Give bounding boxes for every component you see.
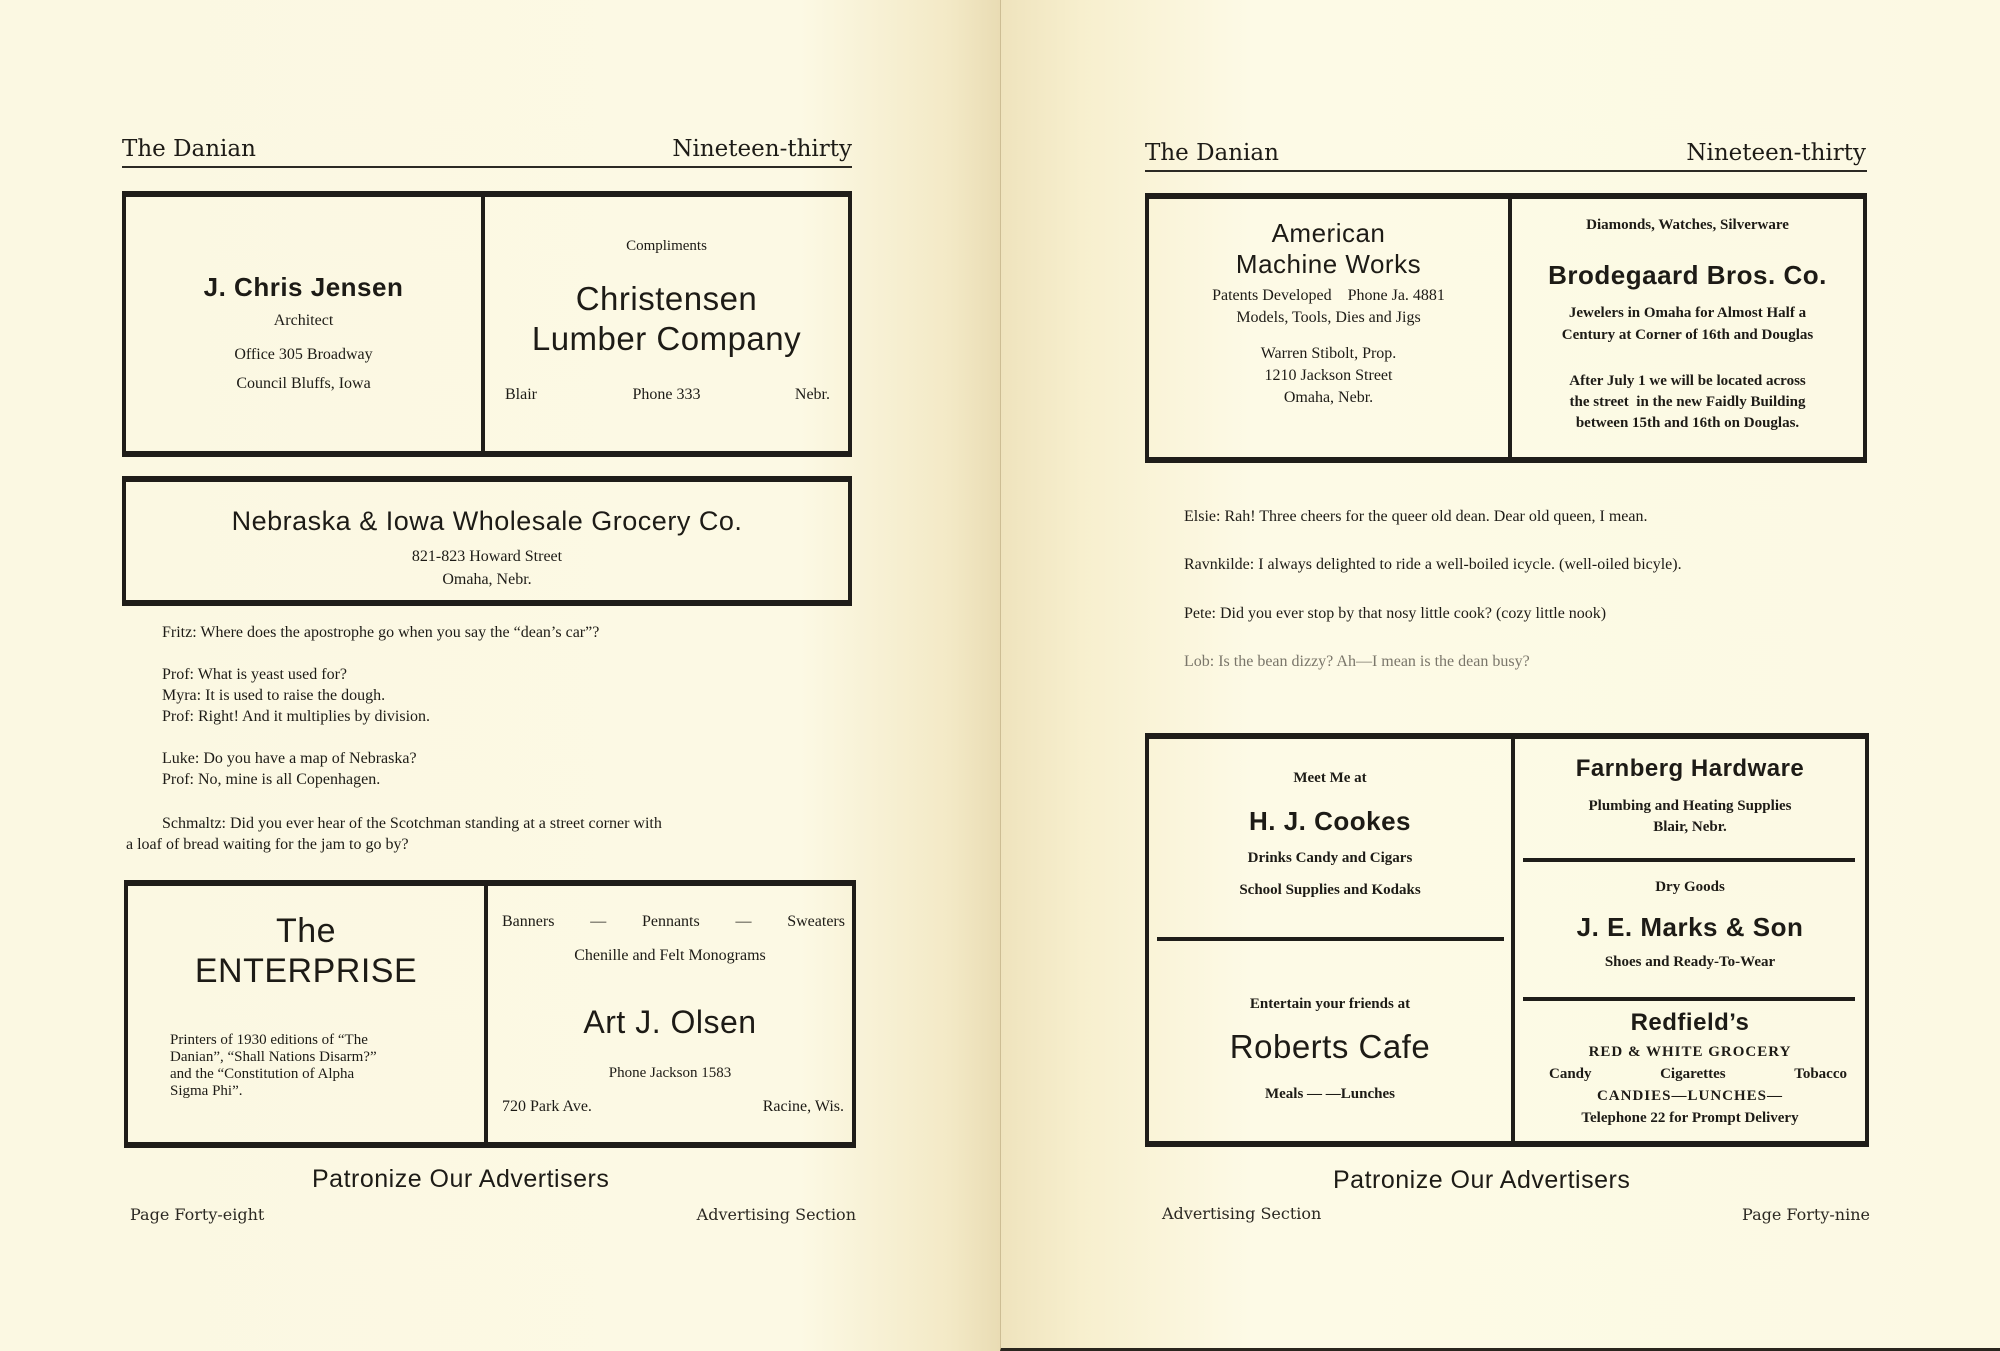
ad-name: H. J. Cookes	[1248, 806, 1412, 836]
ad-line: Drinks Candy and Cigars	[1247, 850, 1413, 866]
joke-line: Myra: It is used to raise the dough.	[162, 687, 386, 704]
dash: —	[735, 913, 752, 930]
joke-line: Schmaltz: Did you ever hear of the Scotchman standing at a street corner with	[162, 815, 662, 832]
running-title: The Danian	[122, 136, 256, 162]
ad-line: 821-823 Howard Street	[411, 548, 563, 565]
section-label: Advertising Section	[696, 1205, 856, 1224]
slogan: Patronize Our Advertisers	[1333, 1166, 1631, 1194]
ad-phone: Phone Jackson 1583	[608, 1065, 732, 1081]
ad-description	[170, 1032, 377, 1100]
ad-tagline: Compliments	[626, 238, 707, 254]
ad-line: 1210 Jackson Street	[1264, 367, 1393, 384]
ad-line: CANDIES—LUNCHES—	[1596, 1088, 1784, 1104]
ad-name: Christensen	[575, 280, 758, 317]
joke-line: Prof: No, mine is all Copenhagen.	[162, 771, 381, 788]
ad-city: Blair	[505, 386, 537, 403]
ad-item: Candy	[1549, 1066, 1592, 1082]
ad-name: Nebraska & Iowa Wholesale Grocery Co.	[231, 506, 743, 536]
joke-line: a loaf of bread waiting for the jam to go by?	[126, 836, 409, 853]
running-title: The Danian	[1145, 140, 1279, 166]
ad-name: Farnberg Hardware	[1575, 755, 1805, 782]
ad-items	[502, 913, 845, 931]
ad-line: between 15th and 16th on Douglas.	[1575, 415, 1800, 431]
ad-line: Jewelers in Omaha for Almost Half a	[1568, 305, 1807, 321]
ad-tagline: Entertain your friends at	[1249, 996, 1411, 1012]
ad-name: ENTERPRISE	[194, 952, 418, 990]
ad-name: Roberts Cafe	[1229, 1028, 1431, 1065]
ad-item: Tobacco	[1794, 1066, 1847, 1082]
ad-name: Lumber Company	[531, 320, 802, 357]
slogan: Patronize Our Advertisers	[312, 1165, 610, 1193]
ad-item: Pennants	[641, 913, 700, 930]
ad-line: Architect	[273, 312, 334, 329]
ad-item: Cigarettes	[1660, 1066, 1726, 1082]
joke-line: Lob: Is the bean dizzy? Ah—I mean is the dean busy?	[1184, 653, 1530, 670]
ad-name: J. Chris Jensen	[203, 272, 404, 302]
ad-line: Shoes and Ready-To-Wear	[1604, 954, 1776, 970]
ad-divider	[1523, 858, 1855, 862]
joke-line: Ravnkilde: I always delighted to ride a well-boiled icycle. (well-oiled bicyle).	[1184, 556, 1682, 573]
ad-divider	[1523, 997, 1855, 1001]
joke-line: Prof: What is yeast used for?	[162, 666, 347, 683]
ad-item: Banners	[502, 913, 555, 930]
ad-state: Nebr.	[794, 386, 830, 403]
ad-line: Plumbing and Heating Supplies	[1588, 798, 1792, 814]
ad-line: After July 1 we will be located across	[1569, 373, 1806, 389]
ad-line: Sigma Phi”.	[170, 1083, 243, 1099]
ad-city: Racine, Wis.	[762, 1098, 844, 1115]
ad-line: Blair, Nebr.	[1653, 819, 1727, 835]
running-year: Nineteen-thirty	[1686, 140, 1866, 166]
header-rule	[122, 166, 852, 168]
ad-name: American	[1271, 218, 1386, 248]
ad-line: School Supplies and Kodaks	[1239, 882, 1421, 898]
ad-tagline: Meet Me at	[1293, 770, 1367, 786]
page-number: Page Forty-eight	[130, 1205, 265, 1224]
ad-grocery	[122, 476, 852, 606]
joke-line: Pete: Did you ever stop by that nosy little cook? (cozy little nook)	[1184, 605, 1607, 622]
ad-address: 720 Park Ave.	[502, 1098, 592, 1115]
ad-line: and the “Constitution of Alpha	[170, 1066, 355, 1082]
ad-line: Warren Stibolt, Prop.	[1260, 345, 1397, 362]
page-number: Page Forty-nine	[1742, 1205, 1870, 1224]
running-year: Nineteen-thirty	[672, 136, 852, 162]
right-page	[1000, 0, 2000, 1351]
joke-line: Luke: Do you have a map of Nebraska?	[162, 750, 417, 767]
header-rule	[1145, 170, 1867, 172]
ad-line: Meals — —Lunches	[1264, 1086, 1395, 1102]
ad-tagline: Diamonds, Watches, Silverware	[1586, 217, 1789, 233]
ad-subtitle: Chenille and Felt Monograms	[574, 947, 766, 964]
ad-name: Machine Works	[1235, 249, 1422, 279]
section-label: Advertising Section	[1162, 1204, 1322, 1223]
joke-line: Fritz: Where does the apostrophe go when you say the “dean’s car”?	[162, 624, 600, 641]
ad-line: the street in the new Faidly Building	[1569, 394, 1806, 410]
dash: —	[590, 913, 607, 930]
joke-line: Elsie: Rah! Three cheers for the queer old dean. Dear old queen, I mean.	[1184, 508, 1648, 525]
ad-phone: Phone 333	[632, 386, 701, 403]
ad-line: Telephone 22 for Prompt Delivery	[1581, 1110, 1799, 1126]
ad-line: Century at Corner of 16th and Douglas	[1561, 327, 1814, 343]
ad-line: Patents Developed Phone Ja. 4881	[1212, 287, 1445, 304]
ad-items	[1549, 1066, 1847, 1083]
ad-divider	[1157, 937, 1504, 941]
ad-item: Sweaters	[787, 913, 845, 930]
ad-name: Art J. Olsen	[583, 1004, 757, 1040]
ad-line: Models, Tools, Dies and Jigs	[1236, 309, 1421, 326]
ad-line: Danian”, “Shall Nations Disarm?”	[170, 1049, 377, 1065]
ad-line: Printers of 1930 editions of “The	[170, 1032, 368, 1048]
ad-line: Omaha, Nebr.	[442, 571, 532, 588]
ad-tagline: Dry Goods	[1655, 879, 1725, 895]
ad-line: RED & WHITE GROCERY	[1588, 1044, 1792, 1060]
ad-name: The	[275, 912, 337, 950]
ad-line: Council Bluffs, Iowa	[236, 375, 371, 392]
ad-name: Redfield’s	[1630, 1009, 1750, 1036]
ad-name: Brodegaard Bros. Co.	[1548, 260, 1827, 290]
ad-name: J. E. Marks & Son	[1576, 912, 1804, 942]
joke-line: Prof: Right! And it multiplies by division.	[162, 708, 431, 725]
ad-line: Omaha, Nebr.	[1283, 389, 1374, 406]
ad-line: Office 305 Broadway	[234, 346, 373, 363]
